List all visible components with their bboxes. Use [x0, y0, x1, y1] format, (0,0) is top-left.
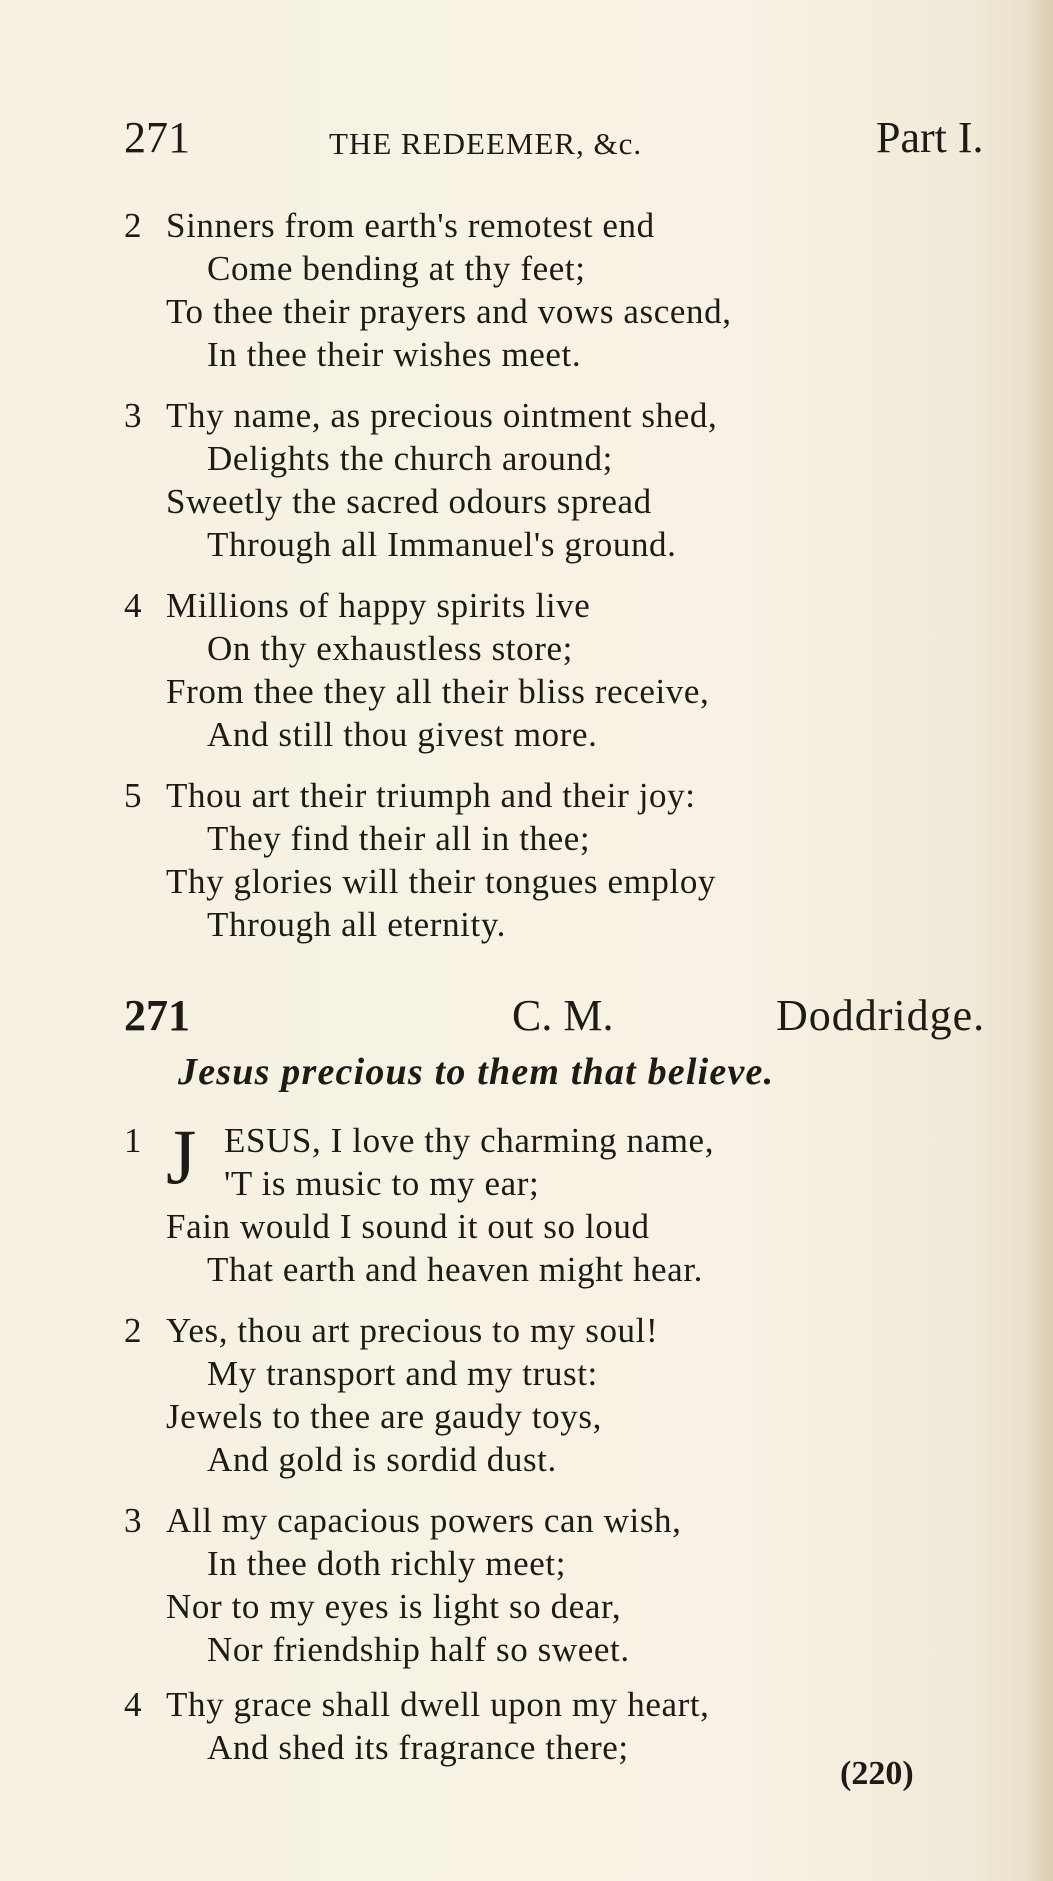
prev-stanza-4: [124, 584, 1004, 756]
prev-stanza-2: [124, 204, 1004, 376]
verse-line: [124, 1542, 1004, 1585]
stanza-number: 3: [124, 1501, 143, 1540]
verse-text: Thy name, as precious ointment shed,: [166, 396, 718, 435]
hymn-stanza-2: [124, 1309, 1004, 1481]
verse-line: [124, 1585, 1004, 1628]
stanza-number: 1: [124, 1121, 143, 1160]
page-edge-shadow: [1027, 0, 1053, 1881]
hymn-author: Doddridge.: [776, 991, 986, 1040]
verse-text: On thy exhaustless store;: [207, 629, 573, 668]
verse-line: [124, 437, 1004, 480]
prev-stanza-5: [124, 774, 1004, 946]
verse-line: [124, 1683, 1004, 1726]
verse-line: [124, 713, 1004, 756]
verse-text: Nor to my eyes is light so dear,: [166, 1587, 622, 1626]
stanza-number: 3: [124, 396, 143, 435]
stanza-number: 4: [124, 586, 143, 625]
hymn-number: 271: [124, 991, 190, 1040]
verse-text: Jewels to thee are gaudy toys,: [166, 1397, 602, 1436]
verse-line: [124, 903, 1004, 946]
stanza-number: 2: [124, 1311, 143, 1350]
verse-text: And shed its fragrance there;: [207, 1728, 629, 1767]
verse-line: [124, 247, 1004, 290]
verse-line: [124, 1205, 1004, 1248]
verse-text: All my capacious powers can wish,: [166, 1501, 682, 1540]
verse-line: [124, 1628, 1004, 1671]
verse-line: [124, 860, 1004, 903]
verse-text: 'T is music to my ear;: [224, 1164, 540, 1203]
hymn-meter: C. M.: [512, 991, 614, 1040]
running-title: THE REDEEMER, &c.: [329, 126, 643, 161]
drop-cap: J: [166, 1113, 197, 1200]
verse-line: [124, 480, 1004, 523]
verse-text: Yes, thou art precious to my soul!: [166, 1311, 659, 1350]
page-number: 271: [124, 113, 190, 162]
verse-text: ESUS, I love thy charming name,: [224, 1121, 715, 1160]
verse-text: Sinners from earth's remotest end: [166, 206, 655, 245]
verse-text: And still thou givest more.: [207, 715, 598, 754]
verse-line: [124, 333, 1004, 376]
verse-line: [124, 1352, 1004, 1395]
verse-text: Fain would I sound it out so loud: [166, 1207, 650, 1246]
verse-text: They find their all in thee;: [207, 819, 591, 858]
verse-text: In thee their wishes meet.: [207, 335, 582, 374]
verse-text: That earth and heaven might hear.: [207, 1250, 703, 1289]
verse-text: Thy grace shall dwell upon my heart,: [166, 1685, 710, 1724]
hymn-stanza-1: [124, 1113, 1004, 1291]
verse-line: [124, 670, 1004, 713]
verse-text: Millions of happy spirits live: [166, 586, 591, 625]
stanza-number: 4: [124, 1685, 143, 1724]
verse-line: [124, 204, 1004, 247]
verse-line: [124, 290, 1004, 333]
verse-text: To thee their prayers and vows ascend,: [166, 292, 732, 331]
verse-text: Delights the church around;: [207, 439, 613, 478]
verse-text: Sweetly the sacred odours spread: [166, 482, 652, 521]
verse-line: [124, 1438, 1004, 1481]
verse-line: [124, 394, 1004, 437]
verse-text: Come bending at thy feet;: [207, 249, 586, 288]
verse-line: [124, 1248, 1004, 1291]
verse-line: [124, 584, 1004, 627]
verse-line: [124, 774, 1004, 817]
stanza-number: 5: [124, 776, 143, 815]
verse-text: Through all Immanuel's ground.: [207, 525, 677, 564]
verse-text: Nor friendship half so sweet.: [207, 1630, 630, 1669]
verse-text: My transport and my trust:: [207, 1354, 598, 1393]
part-label: Part I.: [876, 113, 984, 162]
verse-text: And gold is sordid dust.: [207, 1440, 557, 1479]
verse-line: [124, 1395, 1004, 1438]
hymn-stanza-3: [124, 1499, 1004, 1671]
verse-text: Thy glories will their tongues employ: [166, 862, 717, 901]
verse-line: [124, 817, 1004, 860]
verse-line: [124, 1162, 1004, 1205]
verse-line: [124, 523, 1004, 566]
verse-line: [124, 1309, 1004, 1352]
prev-stanza-3: [124, 394, 1004, 566]
verse-line: [124, 1499, 1004, 1542]
verse-line: [124, 627, 1004, 670]
running-header: [124, 112, 1024, 172]
folio-number: (220): [840, 1755, 914, 1792]
verse-text: Through all eternity.: [207, 905, 506, 944]
stanza-number: 2: [124, 206, 143, 245]
hymn-subtitle: Jesus precious to them that believe.: [178, 1051, 775, 1093]
hymn-heading: [124, 990, 1024, 1050]
verse-text: In thee doth richly meet;: [207, 1544, 567, 1583]
verse-text: From thee they all their bliss receive,: [166, 672, 710, 711]
verse-text: Thou art their triumph and their joy:: [166, 776, 696, 815]
